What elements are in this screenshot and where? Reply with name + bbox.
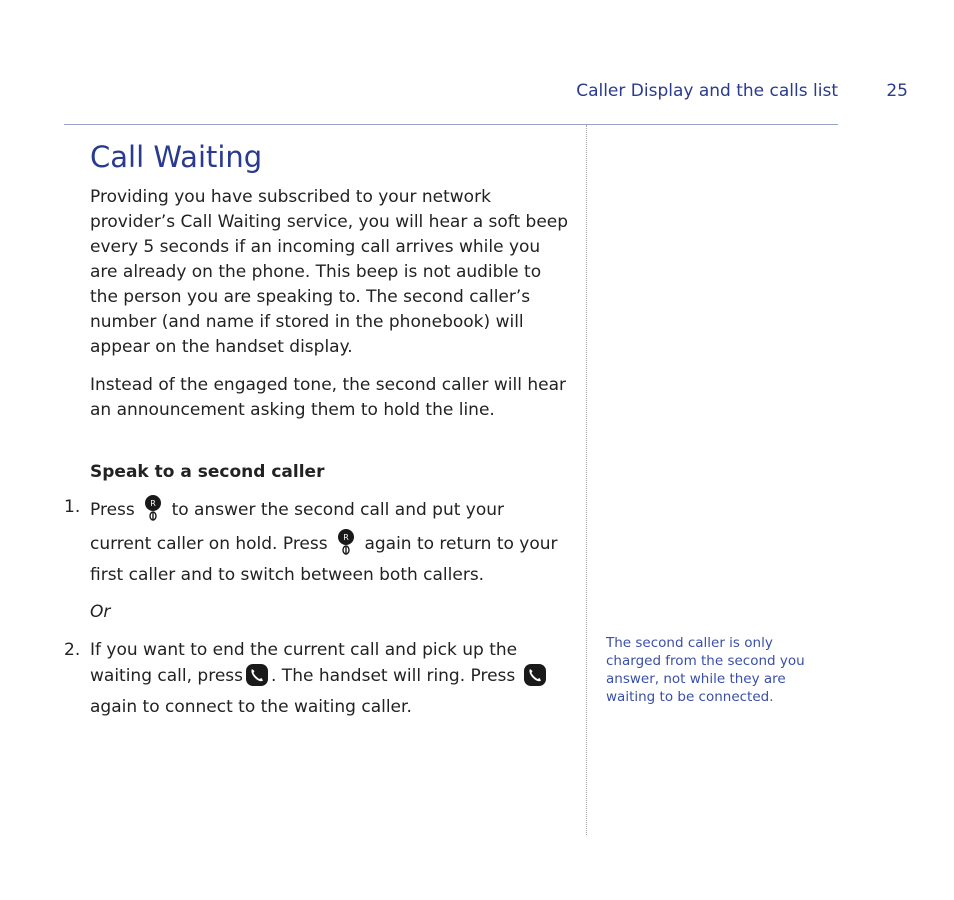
step-text: If you want to end the current call and pick up the waiting call, press (90, 639, 518, 686)
talk-button-icon (523, 663, 547, 695)
svg-text:R: R (150, 498, 156, 508)
section-subheading: Speak to a second caller (90, 461, 325, 482)
engaged-tone-paragraph: Instead of the engaged tone, the second caller will hear an announcement asking them to hold the line. (90, 374, 566, 420)
svg-text:R: R (343, 532, 349, 542)
recall-button-icon (142, 495, 164, 529)
recall-button-icon (335, 529, 357, 563)
step-number: 1. (64, 496, 81, 517)
sidenote: The second caller is only charged from the second you answer, not while they are waiting to be connected. (606, 635, 805, 705)
step-text: again to connect to the waiting caller. (90, 696, 412, 717)
or-label: Or (90, 601, 111, 622)
step-number: 2. (64, 639, 81, 660)
column-divider (586, 125, 587, 835)
step-text: to answer the second call and put your current caller on hold. Press (90, 499, 505, 554)
step-1 (64, 495, 570, 588)
main-content (64, 140, 570, 732)
running-header: Caller Display and the calls list (576, 81, 838, 101)
page-title: Call Waiting (90, 140, 263, 174)
intro-paragraph: Providing you have subscribed to your network provider’s Call Waiting service, you will hear a soft beep every 5 seconds if an incoming call arrives while you are already on the phone. This beep is not audible to the person you are speaking to. The second caller’s number (and name if stored in the phonebook) will appear on the handset display. (90, 186, 569, 357)
talk-button-icon (245, 663, 269, 695)
step-2 (64, 638, 570, 720)
page-number: 25 (886, 81, 908, 101)
step-text: Press (90, 499, 135, 520)
step-text: again to return to your first caller and to switch between both callers. (90, 533, 558, 585)
step-text: . The handset will ring. Press (271, 665, 516, 686)
header-rule (64, 124, 838, 125)
